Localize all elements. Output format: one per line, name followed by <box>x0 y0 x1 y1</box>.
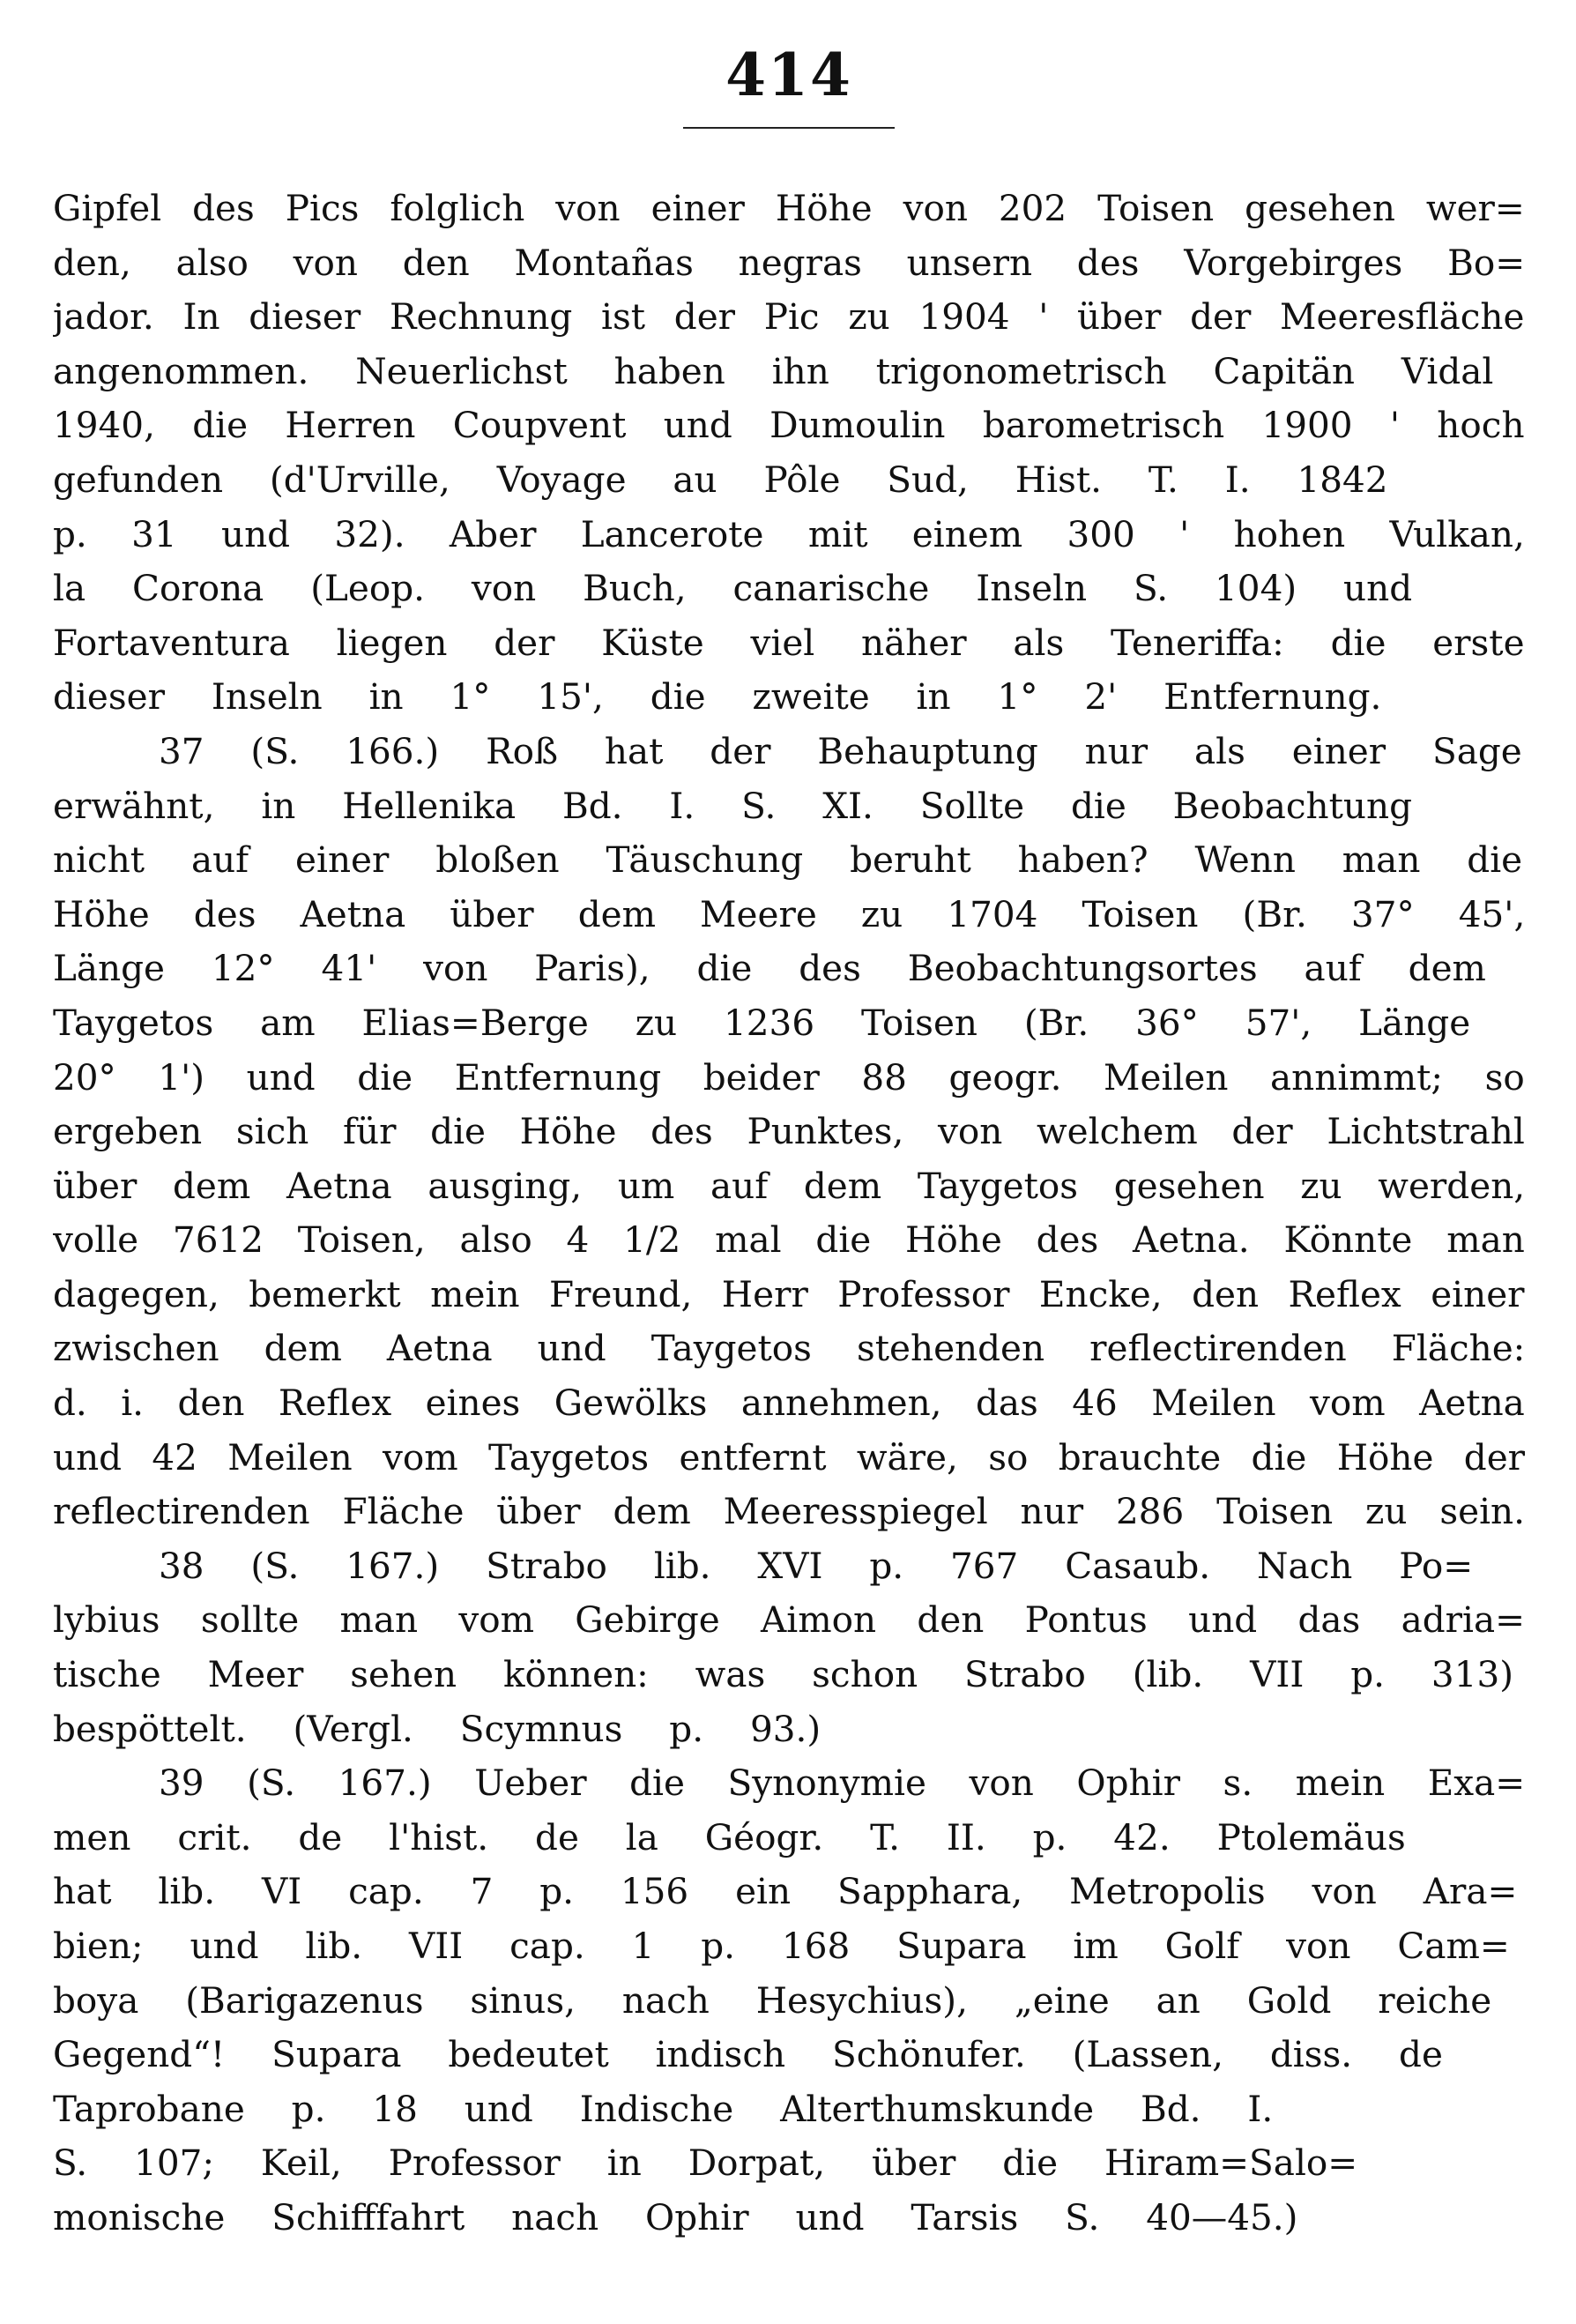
text-line: 37 (S. 166.) Roß hat der Behauptung nur als einer Sage <box>159 729 1522 772</box>
text-line: 39 (S. 167.) Ueber die Synonymie von Ophir s. mein Exa= <box>159 1762 1525 1805</box>
text-line: dagegen, bemerkt mein Freund, Herr Professor Encke, den Reflex einer <box>53 1272 1525 1315</box>
text-line: Länge 12° 41' von Paris), die des Beobachtungsortes auf dem <box>53 947 1486 990</box>
text-line: 1940, die Herren Coupvent und Dumoulin barometrisch 1900 ' hoch <box>53 404 1525 447</box>
text-line: gefunden (d'Urville, Voyage au Pôle Sud, Hist. T. I. 1842 <box>53 458 1388 501</box>
text-line: monische Schifffahrt nach Ophir und Tarsis S. 40—45.) <box>53 2195 1298 2238</box>
text-line: und 42 Meilen vom Taygetos entfernt wäre, so brauchte die Höhe der <box>53 1435 1525 1479</box>
text-line: Fortaventura liegen der Küste viel näher als Teneriffa: die erste <box>53 621 1525 664</box>
text-line: den, also von den Montañas negras unsern des Vorgebirges Bo= <box>53 241 1525 284</box>
text-line: tische Meer sehen können: was schon Strabo (lib. VII p. 313) <box>53 1653 1514 1696</box>
text-line: über dem Aetna ausging, um auf dem Taygetos gesehen zu werden, <box>53 1164 1525 1207</box>
text-line: jador. In dieser Rechnung ist der Pic zu 1904 ' über der Meeresfläche <box>53 295 1525 339</box>
text-line: Taygetos am Elias=Berge zu 1236 Toisen (Br. 36° 57', Länge <box>53 1001 1471 1044</box>
header-rule <box>683 127 895 129</box>
page-number: 414 <box>725 41 852 109</box>
text-line: erwähnt, in Hellenika Bd. I. S. XI. Sollte die Beobachtung <box>53 784 1412 827</box>
text-line: d. i. den Reflex eines Gewölks annehmen, das 46 Meilen vom Aetna <box>53 1382 1525 1425</box>
text-line: Gegend“! Supara bedeutet indisch Schönufer. (Lassen, diss. de <box>53 2033 1443 2076</box>
text-line: Taprobane p. 18 und Indische Alterthumskunde Bd. I. <box>53 2087 1274 2130</box>
book-page <box>53 35 1525 2292</box>
text-line: 38 (S. 167.) Strabo lib. XVI p. 767 Casaub. Nach Po= <box>159 1544 1474 1587</box>
text-line: nicht auf einer bloßen Täuschung beruht haben? Wenn man die <box>53 838 1523 882</box>
text-line: Höhe des Aetna über dem Meere zu 1704 Toisen (Br. 37° 45', <box>53 892 1525 935</box>
text-line: angenommen. Neuerlichst haben ihn trigonometrisch Capitän Vidal <box>53 349 1494 392</box>
text-line: p. 31 und 32). Aber Lancerote mit einem 300 ' hohen Vulkan, <box>53 512 1525 555</box>
footnote-text-block <box>53 182 1525 2246</box>
text-line: 20° 1') und die Entfernung beider 88 geogr. Meilen annimmt; so <box>53 1055 1525 1099</box>
text-line: lybius sollte man vom Gebirge Aimon den Pontus und das adria= <box>53 1598 1525 1642</box>
text-line: la Corona (Leop. von Buch, canarische Inseln S. 104) und <box>53 567 1413 610</box>
text-line: reflectirenden Fläche über dem Meeresspiegel nur 286 Toisen zu sein. <box>53 1490 1525 1533</box>
text-line: bien; und lib. VII cap. 1 p. 168 Supara im Golf von Cam= <box>53 1925 1510 1967</box>
text-line: hat lib. VI cap. 7 p. 156 ein Sapphara, Metropolis von Ara= <box>53 1870 1518 1913</box>
text-line: men crit. de l'hist. de la Géogr. T. II. p. 42. Ptolemäus <box>53 1815 1406 1858</box>
text-line: bespöttelt. (Vergl. Scymnus p. 93.) <box>53 1707 821 1750</box>
text-line: ergeben sich für die Höhe des Punktes, von welchem der Lichtstrahl <box>53 1110 1525 1153</box>
text-line: zwischen dem Aetna und Taygetos stehenden reflectirenden Fläche: <box>53 1327 1525 1370</box>
text-line: volle 7612 Toisen, also 4 1/2 mal die Höhe des Aetna. Könnte man <box>53 1218 1525 1262</box>
text-line: dieser Inseln in 1° 15', die zweite in 1° 2' Entfernung. <box>53 675 1382 719</box>
text-line: Gipfel des Pics folglich von einer Höhe von 202 Toisen gesehen wer= <box>53 187 1525 229</box>
text-line: S. 107; Keil, Professor in Dorpat, über die Hiram=Salo= <box>53 2142 1358 2185</box>
text-line: boya (Barigazenus sinus, nach Hesychius), „eine an Gold reiche <box>53 1978 1492 2022</box>
